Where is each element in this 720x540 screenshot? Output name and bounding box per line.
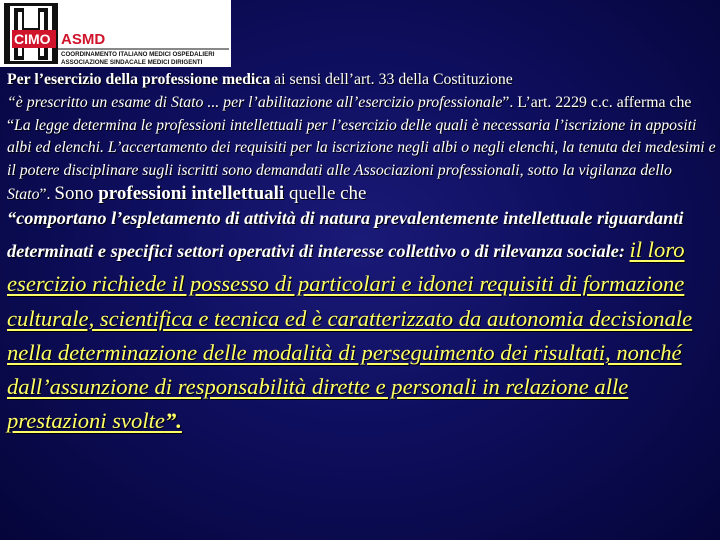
text-professioni-intellettuali: professioni intellettuali [98, 182, 285, 204]
text-esame-stato: “è prescritto un esame di Stato ... per l’abilitazione all’esercizio professionale [7, 93, 503, 111]
text-quelle-che: quelle che [284, 182, 367, 204]
text-sono: Sono [54, 182, 99, 204]
text-requisiti-highlight: il loro esercizio richiede il possesso di particolari e idonei requisiti di formazione culturale, scientifica e tecnica ed è caratterizzato da autonomia decisionale nella determinazione delle modalità di perseguimento dei risultati, nonché dall’assunzione di responsabilità dirette e personali in relazione alle prestazioni svolte [7, 237, 693, 434]
text-esercizio-professione: Per l’esercizio della professione medica [7, 71, 271, 88]
cimo-asmd-logo [0, 0, 231, 67]
logo-subtitle-1: COORDINAMENTO ITALIANO MEDICI OSPEDALIERI [61, 51, 215, 58]
text-final-quote: ”. [164, 408, 182, 434]
logo-asmd-text: ASMD [61, 31, 106, 48]
paragraph-definizione [7, 205, 717, 439]
text-art-33: ai sensi dell’art. 33 della Costituzione [270, 71, 513, 88]
text-legge-professioni: La legge determina le professioni intellettuali per l’esercizio delle quali è necessaria l’iscrizione in appositi albi ed elenchi. L’accertamento dei requisiti per la iscrizione negli albi o negli elenchi, la tenuta dei medesimi e il potere disciplinare sugli iscritti sono demandati alle Associazioni professionali, sotto la vigilanza dello Stato [7, 116, 716, 203]
logo-subtitle-2: ASSOCIAZIONE SINDACALE MEDICI DIRIGENTI [61, 59, 203, 66]
text-close-quote: ”. [39, 185, 55, 203]
logo-graphic [0, 0, 231, 67]
paragraph-costituzione [7, 69, 717, 207]
text-comportano: “comportano l’espletamento di attività di natura prevalentemente intellettuale riguardanti determinati e specifici settori operativi di interesse collettivo o di rilevanza sociale: [7, 207, 684, 262]
text-art-2229: ”. L’art. 2229 c.c. afferma che “ [7, 93, 692, 134]
slide-body [7, 69, 717, 439]
logo-cimo-text: CIMO [14, 31, 51, 47]
